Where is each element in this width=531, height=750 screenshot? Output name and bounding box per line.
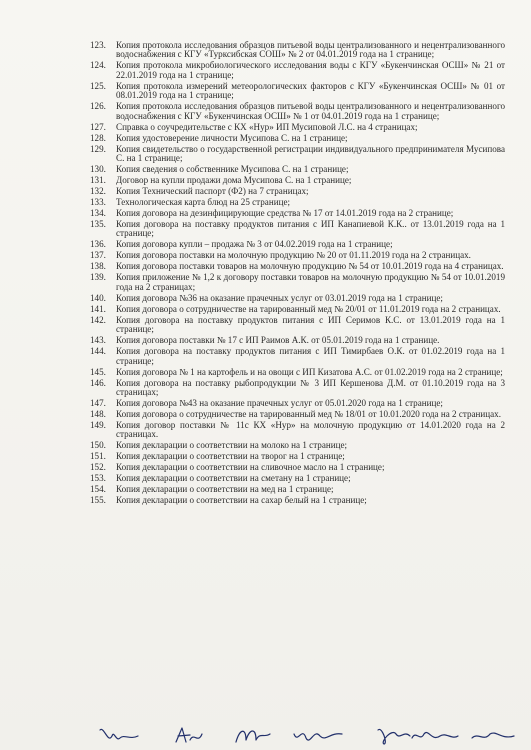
item-number: 147.: [90, 398, 106, 409]
item-number: 148.: [90, 409, 106, 420]
item-text: Копия договора на поставку продуктов питания с ИП Серимов К.С. от 13.01.2019 года на 1 странице;: [116, 314, 505, 335]
list-item: [0, 165, 531, 174]
item-number: 124.: [90, 60, 106, 71]
signature-3: [236, 731, 270, 742]
list-item: [0, 316, 531, 335]
item-text: Копия договора №43 на оказание прачечных услуг от 05.01.2020 года на 1 странице;: [116, 398, 443, 409]
list-item: [0, 336, 531, 345]
item-number: 152.: [90, 462, 106, 473]
item-number: 144.: [90, 346, 106, 357]
item-number: 143.: [90, 335, 106, 346]
item-number: 127.: [90, 121, 106, 132]
item-text: Копия договора № 1 на картофель и на овощи с ИП Кизатова А.С. от 01.02.2019 года на 2 странице;: [116, 366, 503, 377]
list-item: [0, 209, 531, 218]
list-item: [0, 399, 531, 408]
item-text: Копия приложение № 1,2 к договору поставки товаров на молочную продукцию № 54 от 10.01.2019 года на 2 страницах;: [116, 272, 505, 292]
item-text: Копия удостоверение личности Мусипова С. на 1 странице;: [116, 132, 348, 143]
list-item: [0, 496, 531, 505]
list-item: [0, 262, 531, 271]
list-item: [0, 134, 531, 143]
list-item: [0, 123, 531, 132]
item-text: Копия декларации о соответствии на мед на 1 странице;: [116, 484, 334, 495]
list-item: [0, 240, 531, 249]
signature-6: [412, 732, 458, 738]
item-number: 129.: [90, 143, 106, 154]
item-number: 132.: [90, 186, 106, 197]
item-number: 153.: [90, 473, 106, 484]
item-text: Копия свидетельство о государственной регистрации индивидуального предпринимателя Мусипова С. на 1 странице;: [116, 143, 505, 164]
list-item: [0, 368, 531, 377]
item-text: Копия договора о сотрудничестве на тарированный мед № 18/01 от 10.01.2020 года на 2 страницах.: [116, 409, 501, 420]
item-number: 130.: [90, 164, 106, 175]
list-item: [0, 294, 531, 303]
item-text: Копия договора на поставку продуктов питания с ИП Тимирбаев О.К. от 01.02.2019 года на 1 странице;: [116, 346, 505, 366]
item-number: 142.: [90, 314, 106, 325]
item-text: Копия договора на дезинфицирующие средства № 17 от 14.01.2019 года на 2 странице;: [116, 208, 454, 219]
list-item: [0, 273, 531, 292]
item-text: Договор на купли продажи дома Мусипова С. на 1 странице;: [116, 175, 352, 186]
list-item: [0, 347, 531, 366]
item-text: Копия договора купли – продажа № 3 от 04.02.2019 года на 1 странице;: [116, 239, 393, 250]
item-number: 137.: [90, 250, 106, 261]
item-number: 123.: [90, 40, 106, 50]
list-item: [0, 474, 531, 483]
item-text: Копия договора поставки на молочную продукцию № 20 от 01.11.2019 года на 2 страницах.: [116, 250, 471, 261]
list-item: [0, 441, 531, 450]
item-number: 125.: [90, 80, 106, 91]
item-text: Справка о соучредительстве с КХ «Нур» ИП Мусиповой Л.С. на 4 страницах;: [116, 121, 418, 132]
item-number: 150.: [90, 440, 106, 451]
signature-2: [176, 728, 202, 742]
item-text: Копия протокола измерений метеорологических факторов с КГУ «Букенчинская ОСШ» № 01 от 08.01.2019 года на 1 странице;: [116, 80, 505, 101]
item-text: Копия договора поставки № 17 с ИП Раимов А.К. от 05.01.2019 года на 1 странице.: [116, 335, 440, 346]
item-text: Копия декларации о соответствии на сливочное масло на 1 странице;: [116, 462, 385, 473]
signature-5: [378, 729, 410, 744]
item-text: Технологическая карта блюд на 25 странице;: [116, 197, 291, 208]
item-text: Копия договор поставки № 11с КХ «Нур» на молочную продукцию от 14.01.2020 года на 2 страницах.: [116, 420, 505, 440]
item-number: 138.: [90, 261, 106, 272]
item-text: Копия декларации о соответствии на молоко на 1 странице;: [116, 440, 348, 451]
list-item: [0, 452, 531, 461]
item-text: Копия декларации о соответствии на творог на 1 странице;: [116, 451, 345, 462]
signature-7: [472, 733, 514, 738]
item-number: 141.: [90, 303, 106, 314]
signatures-row: [0, 722, 531, 750]
item-text: Копия протокола микробиологического исследования воды с КГУ «Букенчинская ОСШ» № 21 от 22.01.2019 года на 1 странице;: [116, 60, 505, 80]
list-item: [0, 61, 531, 80]
list-item: [0, 41, 531, 60]
list-item: [0, 421, 531, 440]
item-number: 154.: [90, 484, 106, 495]
item-text: Копия Технический паспорт (Ф2) на 7 страницах;: [116, 186, 309, 197]
item-number: 146.: [90, 377, 106, 388]
list-item: [0, 410, 531, 419]
signature-1: [100, 729, 138, 738]
item-number: 155.: [90, 495, 106, 506]
item-text: Копия договора №36 на оказание прачечных услуг от 03.01.2019 года на 1 странице;: [116, 292, 443, 303]
item-number: 136.: [90, 239, 106, 250]
item-number: 134.: [90, 208, 106, 219]
list-item: [0, 145, 531, 164]
item-number: 131.: [90, 175, 106, 186]
item-number: 135.: [90, 219, 106, 230]
item-number: 145.: [90, 366, 106, 377]
item-text: Копия договора поставки товаров на молочную продукцию № 54 от 10.01.2019 года на 4 страницах.: [116, 261, 504, 272]
item-number: 140.: [90, 292, 106, 303]
signature-4: [294, 734, 342, 740]
item-text: Копия протокола исследования образцов питьевой воды централизованного и нецентрализованного водоснабжения с КГУ «Турксибская СОШ» № 2 от 04.01.2019 года на 1 странице;: [116, 40, 505, 60]
item-text: Копия декларации о соответствии на сметану на 1 странице;: [116, 473, 351, 484]
item-text: Копия декларации о соответствии на сахар белый на 1 странице;: [116, 495, 367, 506]
list-item: [0, 102, 531, 121]
item-number: 139.: [90, 272, 106, 283]
list-item: [0, 198, 531, 207]
item-number: 133.: [90, 197, 106, 208]
list-item: [0, 187, 531, 196]
document-list: [0, 41, 531, 507]
list-item: [0, 176, 531, 185]
list-item: [0, 305, 531, 314]
item-text: Копия сведения о собственнике Мусипова С. на 1 странице;: [116, 164, 349, 175]
list-item: [0, 463, 531, 472]
item-text: Копия протокола исследования образцов питьевой воды централизованного и нецентрализованного водоснабжения с КГУ «Букенчинская ОСШ» № 1 от 04.01.2019 года на 1 странице;: [116, 101, 505, 121]
list-item: [0, 220, 531, 239]
list-item: [0, 485, 531, 494]
item-number: 149.: [90, 420, 106, 431]
item-text: Копия договора о сотрудничестве на тарированный мед № 20/01 от 11.01.2019 года на 2 страницах.: [116, 303, 501, 314]
list-item: [0, 82, 531, 101]
item-number: 126.: [90, 101, 106, 112]
item-number: 128.: [90, 132, 106, 143]
list-item: [0, 379, 531, 398]
item-text: Копия договора на поставку продуктов питания с ИП Канапиевой К.К.. от 13.01.2019 года на 1 странице;: [116, 219, 505, 239]
list-item: [0, 251, 531, 260]
item-number: 151.: [90, 451, 106, 462]
item-text: Копия договора на поставку рыбопродукции № 3 ИП Кершенова Д.М. от 01.10.2019 года на 3 страницах;: [116, 377, 505, 398]
